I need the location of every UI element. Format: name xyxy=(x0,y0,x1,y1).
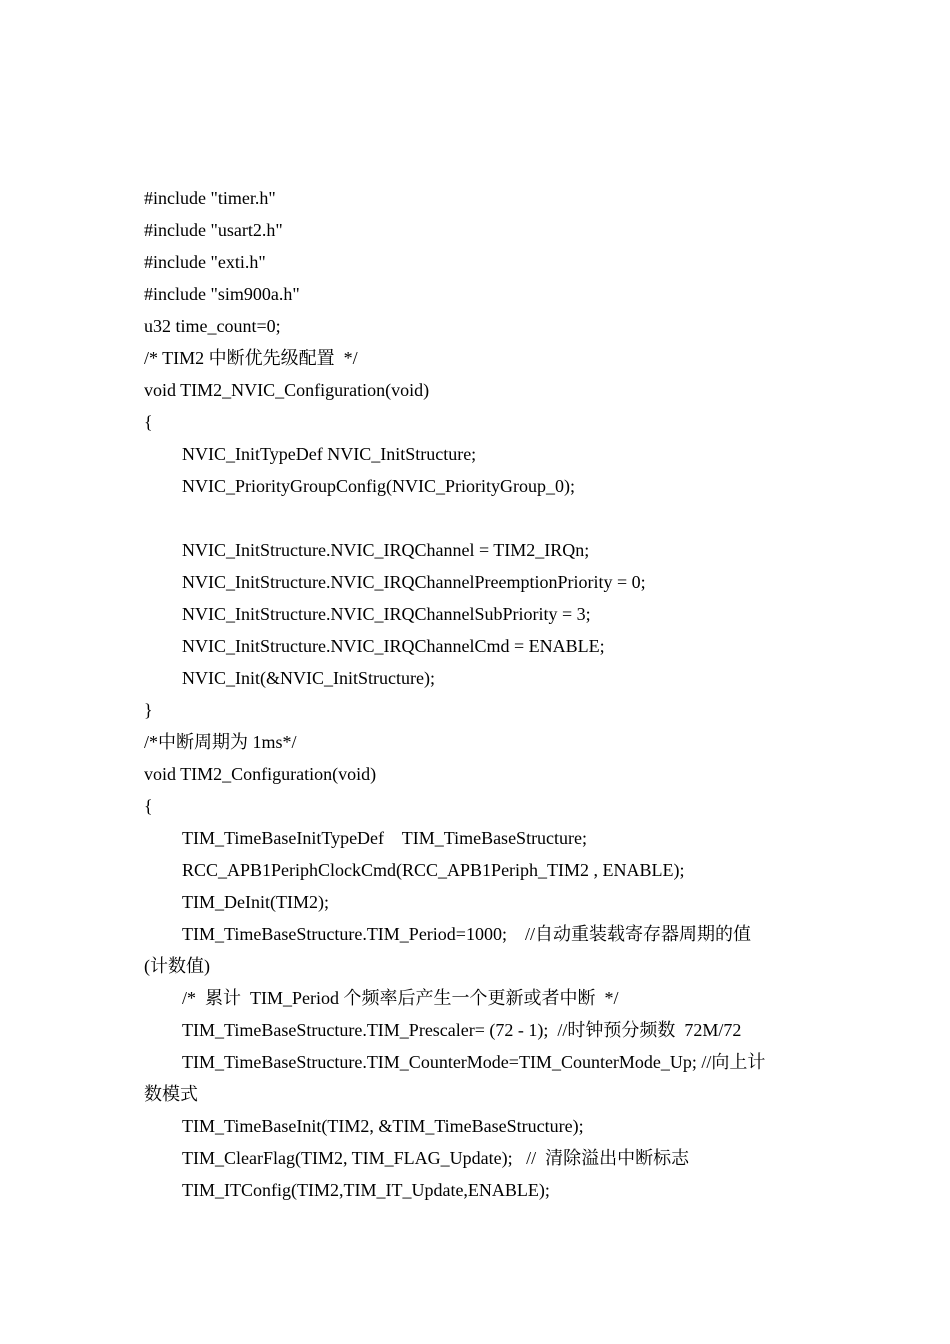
code-line-time-count: u32 time_count=0; xyxy=(144,316,281,336)
code-comment-period: /*中断周期为 1ms*/ xyxy=(144,732,297,752)
code-line-period: TIM_TimeBaseStructure.TIM_Period=1000; //自动重装载寄存器周期的值 xyxy=(182,924,751,944)
code-line-include-usart2: #include "usart2.h" xyxy=(144,220,283,240)
code-open-brace-2: { xyxy=(144,796,153,816)
code-comment-accumulate: /* 累计 TIM_Period 个频率后产生一个更新或者中断 */ xyxy=(182,988,619,1008)
code-function-tim2-configuration: void TIM2_Configuration(void) xyxy=(144,764,377,784)
code-close-brace: } xyxy=(144,700,153,720)
code-line-nvic-init-struct: NVIC_InitTypeDef NVIC_InitStructure; xyxy=(182,444,477,464)
code-function-nvic-configuration: void TIM2_NVIC_Configuration(void) xyxy=(144,380,430,400)
code-open-brace: { xyxy=(144,412,153,432)
code-line-include-exti: #include "exti.h" xyxy=(144,252,266,272)
code-line-it-config: TIM_ITConfig(TIM2,TIM_IT_Update,ENABLE); xyxy=(182,1180,550,1200)
code-line-nvic-init: NVIC_Init(&NVIC_InitStructure); xyxy=(182,668,435,688)
code-line-timebase-struct: TIM_TimeBaseInitTypeDef TIM_TimeBaseStructure; xyxy=(182,828,588,848)
code-line-deinit: TIM_DeInit(TIM2); xyxy=(182,892,329,912)
code-line-include-timer: #include "timer.h" xyxy=(144,188,276,208)
code-line-period-continued: (计数值) xyxy=(144,956,210,976)
code-line-channel-cmd: NVIC_InitStructure.NVIC_IRQChannelCmd = ENABLE; xyxy=(182,636,605,656)
code-line-priority-group: NVIC_PriorityGroupConfig(NVIC_PriorityGroup_0); xyxy=(182,476,575,496)
code-line-include-sim900a: #include "sim900a.h" xyxy=(144,284,300,304)
code-comment-nvic-priority: /* TIM2 中断优先级配置 */ xyxy=(144,348,358,368)
code-line-sub-priority: NVIC_InitStructure.NVIC_IRQChannelSubPriority = 3; xyxy=(182,604,591,624)
code-line-clear-flag: TIM_ClearFlag(TIM2, TIM_FLAG_Update); // 清除溢出中断标志 xyxy=(182,1148,690,1168)
code-blank-line xyxy=(144,502,814,534)
code-line-rcc-clock: RCC_APB1PeriphClockCmd(RCC_APB1Periph_TIM2 , ENABLE); xyxy=(182,860,685,880)
code-line-preemption-priority: NVIC_InitStructure.NVIC_IRQChannelPreemptionPriority = 0; xyxy=(182,572,646,592)
code-line-irq-channel: NVIC_InitStructure.NVIC_IRQChannel = TIM2_IRQn; xyxy=(182,540,590,560)
code-line-prescaler: TIM_TimeBaseStructure.TIM_Prescaler= (72 - 1); //时钟预分频数 72M/72 xyxy=(182,1020,742,1040)
code-line-timebase-init: TIM_TimeBaseInit(TIM2, &TIM_TimeBaseStructure); xyxy=(182,1116,584,1136)
code-line-counter-mode: TIM_TimeBaseStructure.TIM_CounterMode=TIM_CounterMode_Up; //向上计 xyxy=(182,1052,766,1072)
code-line-counter-mode-continued: 数模式 xyxy=(144,1084,198,1104)
code-listing xyxy=(144,182,814,1206)
